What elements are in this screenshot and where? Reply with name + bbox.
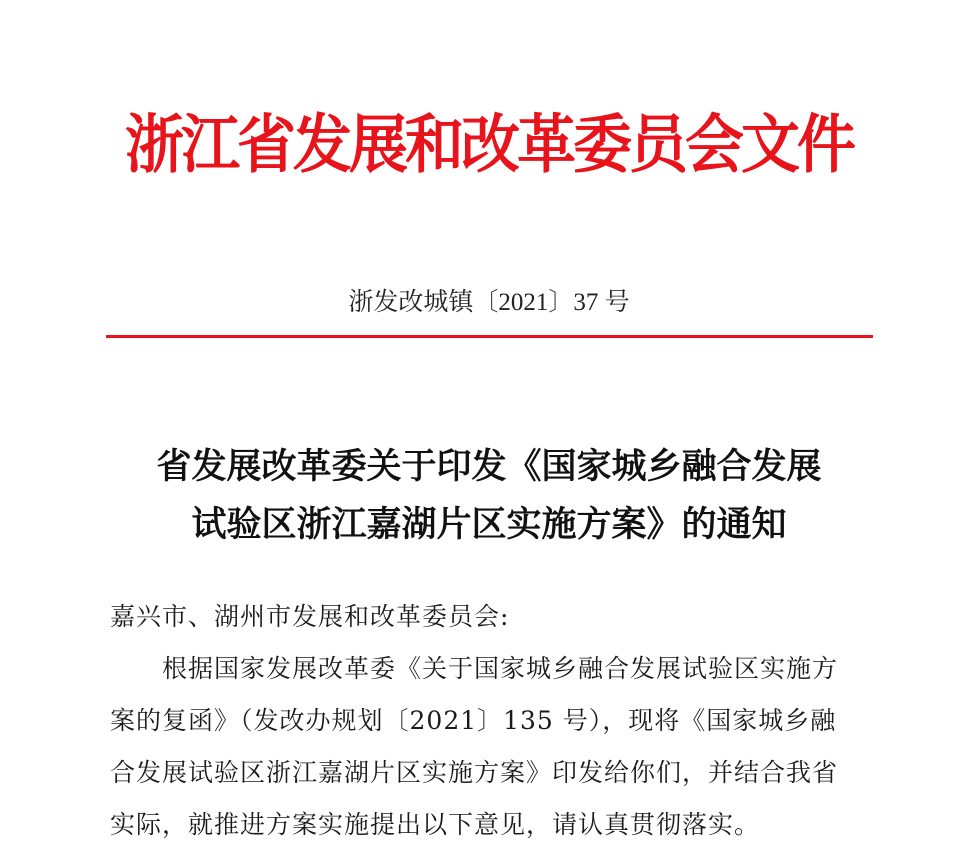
title-line-1: 省发展改革委关于印发《国家城乡融合发展 — [156, 446, 822, 487]
body-line-2: 案的复函》（发改办规划〔2021〕135 号），现将《国家城乡融 — [110, 706, 837, 735]
document-title — [104, 438, 874, 554]
title-line-2: 试验区浙江嘉湖片区实施方案》的通知 — [191, 504, 787, 545]
document-masthead: 浙江省发展和改革委员会文件 — [124, 107, 853, 182]
body-line-4: 实际，就推进方案实施提出以下意见，请认真贯彻落实。 — [110, 810, 761, 839]
body-line-3: 合发展试验区浙江嘉湖片区实施方案》印发给你们，并结合我省 — [110, 758, 839, 787]
document-body — [110, 591, 870, 851]
salutation: 嘉兴市、湖州市发展和改革委员会: — [110, 602, 510, 631]
document-number: 浙发改城镇〔2021〕37 号 — [348, 289, 630, 316]
red-divider-rule — [106, 335, 873, 338]
body-line-1: 根据国家发展改革委《关于国家城乡融合发展试验区实施方 — [162, 654, 839, 683]
